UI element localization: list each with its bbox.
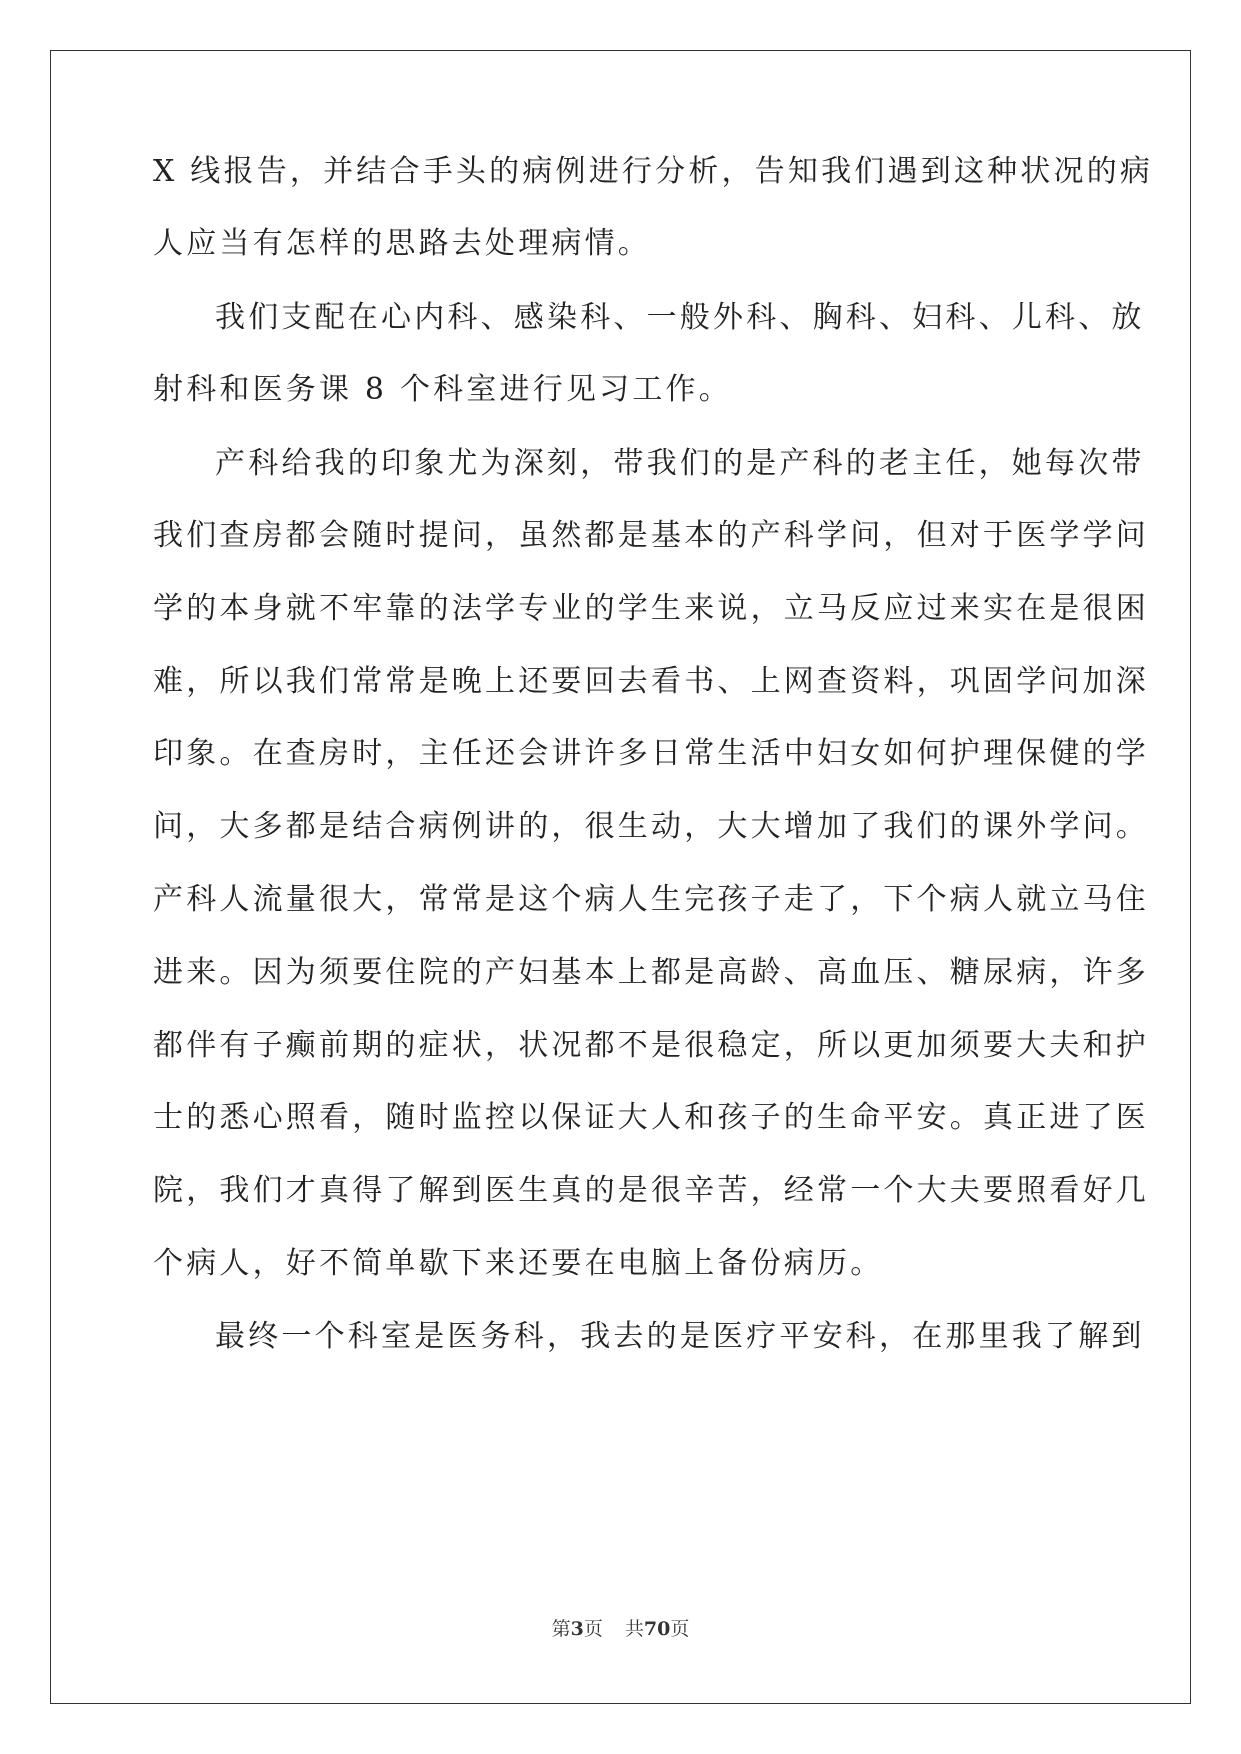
text-line: 产科人流量很大，常常是这个病人生完孩子走了，下个病人就立马住 — [153, 882, 1149, 917]
footer-prefix: 第 — [551, 1618, 571, 1640]
text-line: 人应当有怎样的思路去处理病情。 — [153, 226, 651, 261]
text-line: 难，所以我们常常是晚上还要回去看书、上网查资料，巩固学问加深 — [153, 664, 1149, 699]
footer-total-prefix: 共 — [624, 1618, 644, 1640]
footer-page-number: 3 — [570, 1618, 584, 1640]
text-line: 都伴有子癫前期的症状，状况都不是很稳定，所以更加须要大夫和护 — [153, 1028, 1149, 1063]
text-line: 士的悉心照看，随时监控以保证大人和孩子的生命平安。真正进了医 — [153, 1100, 1149, 1135]
text-line: 射科和医务课 8 个科室进行见习工作。 — [153, 372, 732, 407]
text-line: 我们支配在心内科、感染科、一般外科、胸科、妇科、儿科、放 — [215, 300, 1145, 335]
text-line: 最终一个科室是医务科，我去的是医疗平安科，在那里我了解到 — [215, 1319, 1145, 1354]
text-line: 我们查房都会随时提问，虽然都是基本的产科学问，但对于医学学问 — [153, 518, 1149, 553]
footer-page-suffix: 页 — [583, 1618, 603, 1640]
footer-total-pages: 70 — [643, 1618, 671, 1640]
text-line: 院，我们才真得了解到医生真的是很辛苦，经常一个大夫要照看好几 — [153, 1173, 1149, 1208]
text-line: 印象。在查房时，主任还会讲许多日常生活中妇女如何护理保健的学 — [153, 736, 1149, 771]
text-line: 产科给我的印象尤为深刻，带我们的是产科的老主任，她每次带 — [215, 446, 1145, 481]
text-line: 问，大多都是结合病例讲的，很生动，大大增加了我们的课外学问。 — [153, 809, 1149, 844]
footer-total-suffix: 页 — [670, 1618, 690, 1640]
text-line: 进来。因为须要住院的产妇基本上都是高龄、高血压、糖尿病，许多 — [153, 955, 1149, 990]
text-line: 学的本身就不牢靠的法学专业的学生来说，立马反应过来实在是很困 — [153, 591, 1149, 626]
text-line: 个病人，好不简单歇下来还要在电脑上备份病历。 — [153, 1246, 884, 1281]
text-line: X 线报告，并结合手头的病例进行分析，告知我们遇到这种状况的病 — [153, 154, 1154, 189]
page-footer — [0, 1617, 1241, 1641]
